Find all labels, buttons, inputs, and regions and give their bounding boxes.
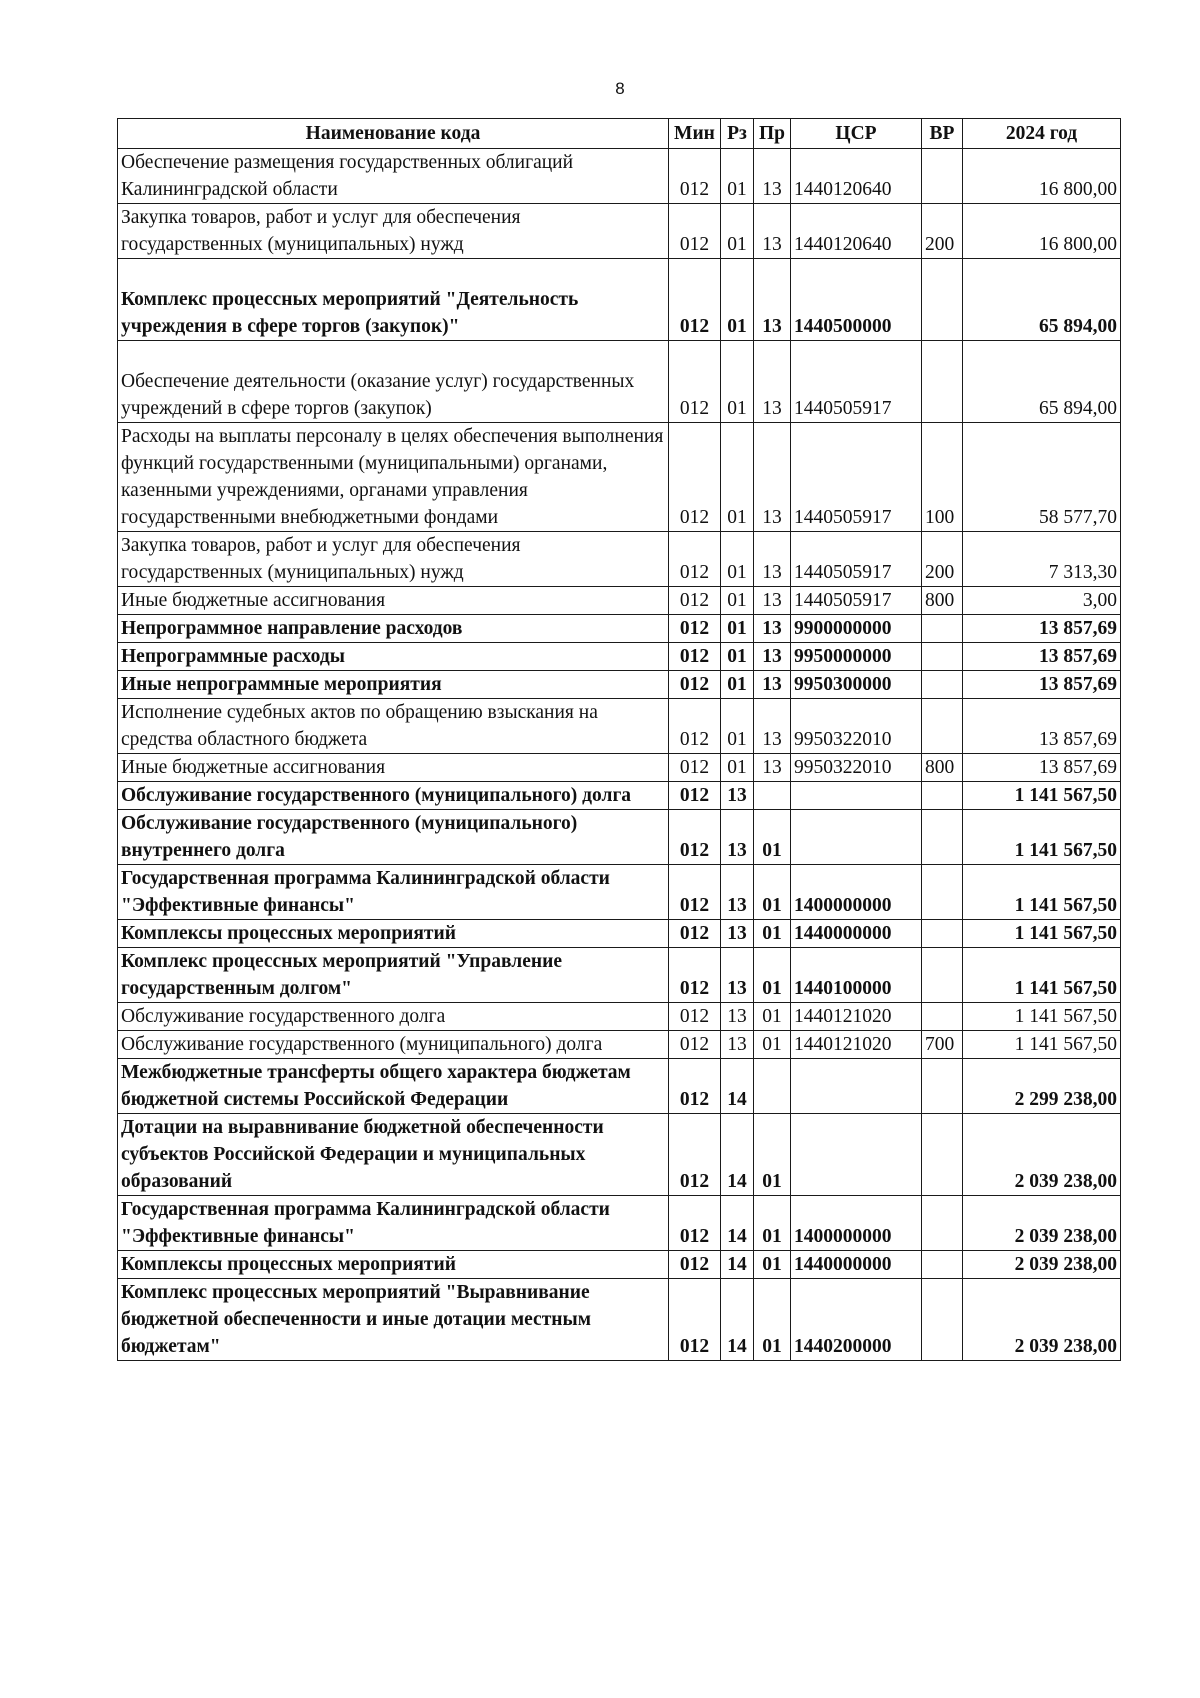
row-csr: 9950322010	[791, 699, 922, 754]
row-vr	[922, 920, 963, 948]
row-rz: 14	[721, 1251, 754, 1279]
row-vr: 100	[922, 423, 963, 532]
row-amount: 13 857,69	[963, 699, 1121, 754]
table-body	[118, 149, 1121, 1361]
row-amount: 2 039 238,00	[963, 1251, 1121, 1279]
row-min: 012	[669, 149, 721, 204]
row-pr: 01	[754, 1251, 791, 1279]
row-min: 012	[669, 810, 721, 865]
row-amount: 16 800,00	[963, 204, 1121, 259]
row-min: 012	[669, 1031, 721, 1059]
table-row	[118, 754, 1121, 782]
row-name: Государственная программа Калининградской области "Эффективные финансы"	[118, 1196, 669, 1251]
row-pr: 13	[754, 754, 791, 782]
row-vr: 200	[922, 532, 963, 587]
table-row	[118, 1251, 1121, 1279]
table-row	[118, 782, 1121, 810]
row-min: 012	[669, 204, 721, 259]
header-rz: Рз	[721, 119, 754, 149]
row-amount: 1 141 567,50	[963, 1031, 1121, 1059]
row-csr	[791, 782, 922, 810]
row-pr	[754, 1059, 791, 1114]
row-name: Комплексы процессных мероприятий	[118, 920, 669, 948]
row-pr: 13	[754, 699, 791, 754]
row-min: 012	[669, 782, 721, 810]
table-row	[118, 204, 1121, 259]
row-amount: 1 141 567,50	[963, 1003, 1121, 1031]
row-vr: 800	[922, 754, 963, 782]
table-row	[118, 920, 1121, 948]
row-amount: 16 800,00	[963, 149, 1121, 204]
table-row	[118, 865, 1121, 920]
row-name: Обслуживание государственного (муниципального) внутреннего долга	[118, 810, 669, 865]
row-vr	[922, 810, 963, 865]
table-row	[118, 149, 1121, 204]
row-csr: 1440121020	[791, 1003, 922, 1031]
row-name: Иные бюджетные ассигнования	[118, 754, 669, 782]
row-min: 012	[669, 532, 721, 587]
row-name: Дотации на выравнивание бюджетной обеспеченности субъектов Российской Федерации и муниципальных образований	[118, 1114, 669, 1196]
row-csr: 1440100000	[791, 948, 922, 1003]
row-csr: 1440000000	[791, 920, 922, 948]
row-csr: 9950000000	[791, 643, 922, 671]
row-amount: 65 894,00	[963, 259, 1121, 341]
row-min: 012	[669, 948, 721, 1003]
row-pr: 13	[754, 671, 791, 699]
row-rz: 01	[721, 699, 754, 754]
row-name: Комплекс процессных мероприятий "Выравнивание бюджетной обеспеченности и иные дотации местным бюджетам"	[118, 1279, 669, 1361]
table-row	[118, 587, 1121, 615]
row-pr: 13	[754, 259, 791, 341]
row-vr	[922, 1059, 963, 1114]
row-vr	[922, 643, 963, 671]
row-rz: 14	[721, 1279, 754, 1361]
row-name: Комплекс процессных мероприятий "Управление государственным долгом"	[118, 948, 669, 1003]
page-number: 8	[615, 79, 625, 98]
row-name: Обслуживание государственного (муниципального) долга	[118, 1031, 669, 1059]
row-vr	[922, 1279, 963, 1361]
row-pr	[754, 782, 791, 810]
row-min: 012	[669, 587, 721, 615]
row-csr: 1440000000	[791, 1251, 922, 1279]
row-rz: 01	[721, 149, 754, 204]
table-row	[118, 948, 1121, 1003]
row-csr: 9950300000	[791, 671, 922, 699]
budget-table	[117, 118, 1121, 1361]
header-name: Наименование кода	[118, 119, 669, 149]
row-rz: 13	[721, 810, 754, 865]
row-rz: 01	[721, 587, 754, 615]
row-min: 012	[669, 615, 721, 643]
row-vr	[922, 615, 963, 643]
row-amount: 1 141 567,50	[963, 920, 1121, 948]
row-csr	[791, 1114, 922, 1196]
row-name: Обеспечение размещения государственных облигаций Калининградской области	[118, 149, 669, 204]
row-min: 012	[669, 1279, 721, 1361]
row-vr	[922, 865, 963, 920]
row-csr: 1440505917	[791, 423, 922, 532]
row-csr: 1440200000	[791, 1279, 922, 1361]
row-min: 012	[669, 920, 721, 948]
row-amount: 7 313,30	[963, 532, 1121, 587]
row-name: Комплекс процессных мероприятий "Деятельность учреждения в сфере торгов (закупок)"	[118, 259, 669, 341]
row-csr: 1400000000	[791, 865, 922, 920]
row-csr	[791, 810, 922, 865]
row-name: Иные непрограммные мероприятия	[118, 671, 669, 699]
row-pr: 13	[754, 615, 791, 643]
row-name: Обслуживание государственного (муниципального) долга	[118, 782, 669, 810]
row-name: Закупка товаров, работ и услуг для обеспечения государственных (муниципальных) нужд	[118, 532, 669, 587]
row-amount: 1 141 567,50	[963, 865, 1121, 920]
row-vr	[922, 1196, 963, 1251]
table-row	[118, 1059, 1121, 1114]
row-min: 012	[669, 671, 721, 699]
row-pr: 01	[754, 1196, 791, 1251]
row-vr	[922, 1251, 963, 1279]
row-pr: 13	[754, 423, 791, 532]
row-csr: 1440505917	[791, 341, 922, 423]
row-rz: 13	[721, 865, 754, 920]
table-row	[118, 1279, 1121, 1361]
row-name: Обеспечение деятельности (оказание услуг) государственных учреждений в сфере торгов (закупок)	[118, 341, 669, 423]
row-amount: 2 039 238,00	[963, 1114, 1121, 1196]
row-amount: 1 141 567,50	[963, 782, 1121, 810]
row-rz: 01	[721, 423, 754, 532]
row-csr: 9950322010	[791, 754, 922, 782]
row-name: Непрограммное направление расходов	[118, 615, 669, 643]
row-rz: 01	[721, 204, 754, 259]
row-name: Государственная программа Калининградской области "Эффективные финансы"	[118, 865, 669, 920]
row-rz: 13	[721, 948, 754, 1003]
row-min: 012	[669, 1114, 721, 1196]
table-row	[118, 341, 1121, 423]
row-name: Закупка товаров, работ и услуг для обеспечения государственных (муниципальных) нужд	[118, 204, 669, 259]
table-row	[118, 259, 1121, 341]
row-pr: 01	[754, 810, 791, 865]
row-rz: 01	[721, 754, 754, 782]
row-min: 012	[669, 1196, 721, 1251]
row-csr: 1440121020	[791, 1031, 922, 1059]
row-amount: 13 857,69	[963, 671, 1121, 699]
row-rz: 14	[721, 1114, 754, 1196]
header-pr: Пр	[754, 119, 791, 149]
row-amount: 2 299 238,00	[963, 1059, 1121, 1114]
table-header-row	[118, 119, 1121, 149]
row-vr	[922, 259, 963, 341]
header-year: 2024 год	[963, 119, 1121, 149]
row-csr: 9900000000	[791, 615, 922, 643]
row-amount: 13 857,69	[963, 615, 1121, 643]
row-amount: 2 039 238,00	[963, 1279, 1121, 1361]
row-pr: 01	[754, 1031, 791, 1059]
row-name: Непрограммные расходы	[118, 643, 669, 671]
row-min: 012	[669, 423, 721, 532]
row-rz: 01	[721, 532, 754, 587]
table-row	[118, 423, 1121, 532]
row-pr: 01	[754, 920, 791, 948]
table-row	[118, 615, 1121, 643]
header-csr: ЦСР	[791, 119, 922, 149]
row-vr	[922, 782, 963, 810]
row-csr: 1400000000	[791, 1196, 922, 1251]
row-min: 012	[669, 643, 721, 671]
row-rz: 14	[721, 1196, 754, 1251]
row-pr: 13	[754, 532, 791, 587]
row-min: 012	[669, 1003, 721, 1031]
table-row	[118, 1003, 1121, 1031]
row-vr: 200	[922, 204, 963, 259]
row-rz: 13	[721, 782, 754, 810]
table-row	[118, 810, 1121, 865]
row-amount: 13 857,69	[963, 754, 1121, 782]
row-pr: 01	[754, 1114, 791, 1196]
row-pr: 01	[754, 1279, 791, 1361]
row-vr	[922, 341, 963, 423]
row-min: 012	[669, 259, 721, 341]
table-row	[118, 532, 1121, 587]
row-amount: 1 141 567,50	[963, 948, 1121, 1003]
row-vr	[922, 671, 963, 699]
row-name: Межбюджетные трансферты общего характера бюджетам бюджетной системы Российской Федерации	[118, 1059, 669, 1114]
row-rz: 13	[721, 1003, 754, 1031]
table-row	[118, 671, 1121, 699]
row-vr	[922, 699, 963, 754]
row-pr: 13	[754, 149, 791, 204]
row-vr: 700	[922, 1031, 963, 1059]
row-name: Иные бюджетные ассигнования	[118, 587, 669, 615]
row-csr	[791, 1059, 922, 1114]
row-min: 012	[669, 1251, 721, 1279]
row-name: Обслуживание государственного долга	[118, 1003, 669, 1031]
table-row	[118, 1031, 1121, 1059]
row-name: Расходы на выплаты персоналу в целях обеспечения выполнения функций государственными (муниципальными) органами, казенными учреждениями, органами управления государственными внебюджетными фондами	[118, 423, 669, 532]
row-name: Комплексы процессных мероприятий	[118, 1251, 669, 1279]
row-vr	[922, 149, 963, 204]
row-amount: 65 894,00	[963, 341, 1121, 423]
table-row	[118, 699, 1121, 754]
row-amount: 13 857,69	[963, 643, 1121, 671]
row-rz: 01	[721, 259, 754, 341]
table-row	[118, 643, 1121, 671]
row-pr: 13	[754, 204, 791, 259]
row-min: 012	[669, 341, 721, 423]
row-rz: 13	[721, 1031, 754, 1059]
row-pr: 01	[754, 865, 791, 920]
row-min: 012	[669, 699, 721, 754]
header-vr: ВР	[922, 119, 963, 149]
row-csr: 1440505917	[791, 532, 922, 587]
row-min: 012	[669, 754, 721, 782]
row-rz: 01	[721, 615, 754, 643]
row-csr: 1440505917	[791, 587, 922, 615]
row-pr: 01	[754, 1003, 791, 1031]
row-amount: 2 039 238,00	[963, 1196, 1121, 1251]
row-rz: 01	[721, 671, 754, 699]
row-vr: 800	[922, 587, 963, 615]
row-name: Исполнение судебных актов по обращению взыскания на средства областного бюджета	[118, 699, 669, 754]
row-min: 012	[669, 865, 721, 920]
row-pr: 01	[754, 948, 791, 1003]
row-rz: 13	[721, 920, 754, 948]
row-min: 012	[669, 1059, 721, 1114]
header-min: Мин	[669, 119, 721, 149]
row-pr: 13	[754, 587, 791, 615]
row-vr	[922, 1003, 963, 1031]
row-rz: 14	[721, 1059, 754, 1114]
row-csr: 1440500000	[791, 259, 922, 341]
table-row	[118, 1114, 1121, 1196]
row-amount: 3,00	[963, 587, 1121, 615]
row-rz: 01	[721, 643, 754, 671]
row-pr: 13	[754, 341, 791, 423]
row-vr	[922, 948, 963, 1003]
table-row	[118, 1196, 1121, 1251]
row-amount: 1 141 567,50	[963, 810, 1121, 865]
row-csr: 1440120640	[791, 204, 922, 259]
row-pr: 13	[754, 643, 791, 671]
row-csr: 1440120640	[791, 149, 922, 204]
row-vr	[922, 1114, 963, 1196]
row-amount: 58 577,70	[963, 423, 1121, 532]
row-rz: 01	[721, 341, 754, 423]
